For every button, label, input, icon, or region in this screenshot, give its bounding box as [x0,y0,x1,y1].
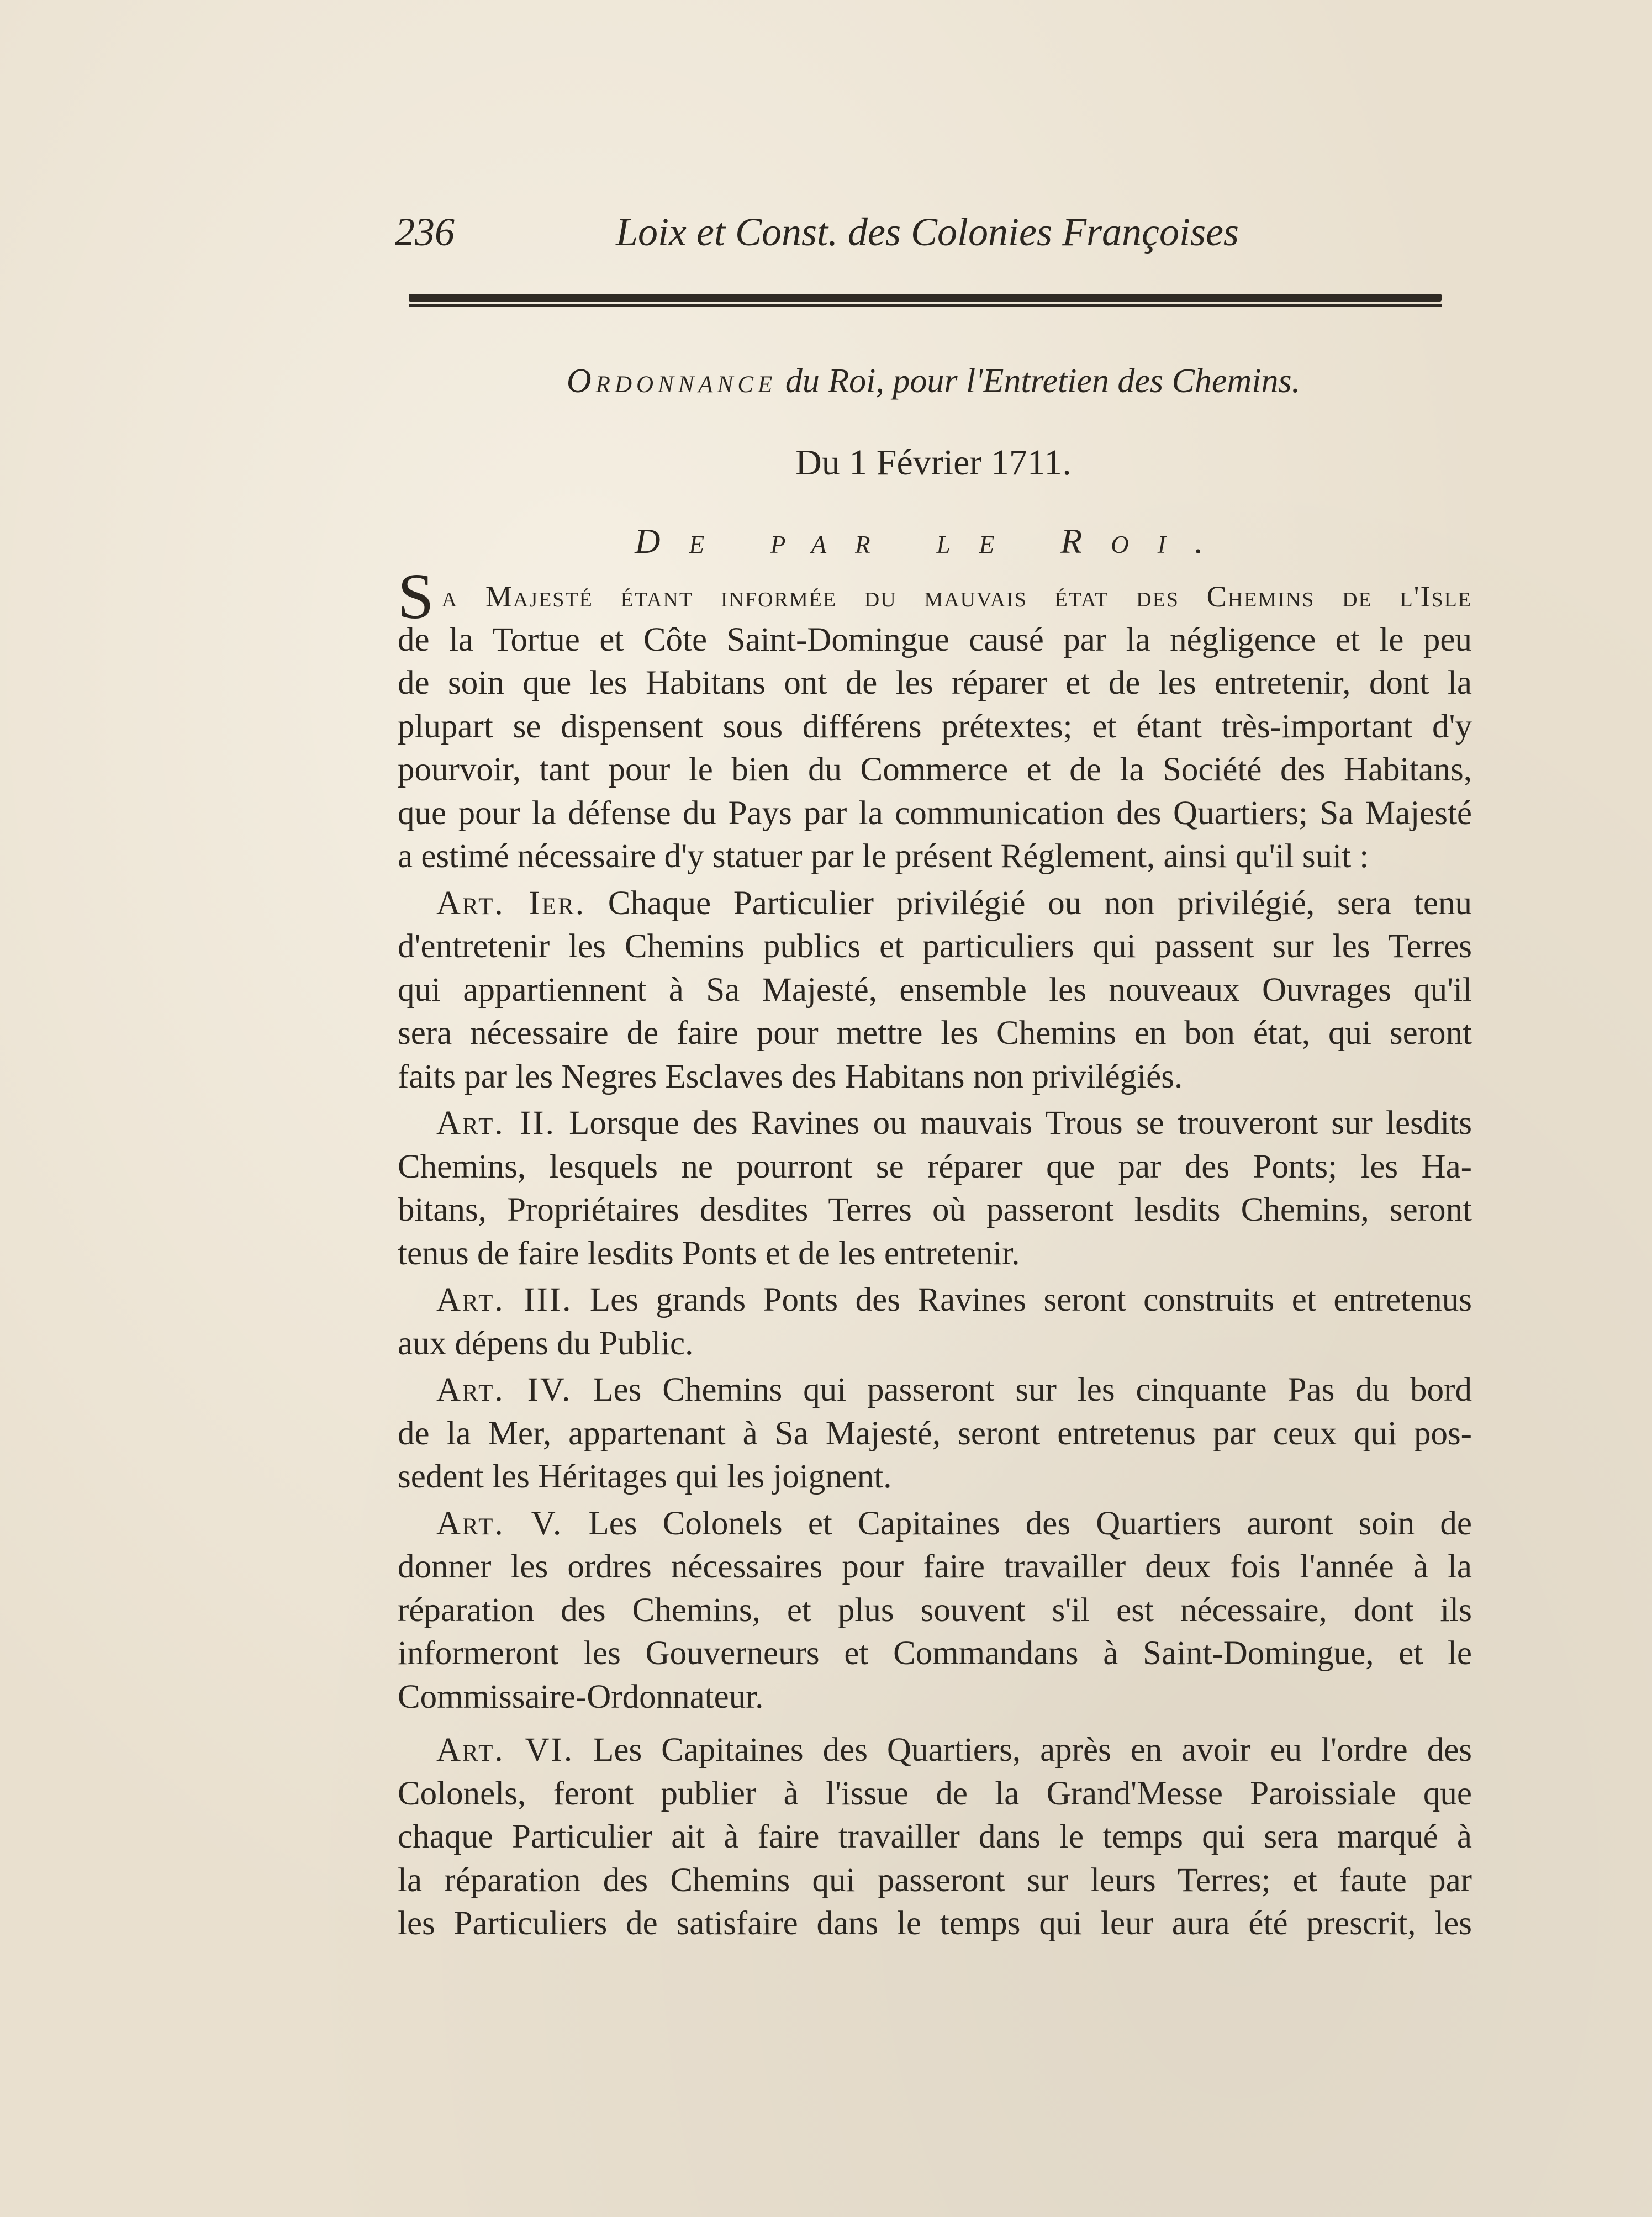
article-label: Art. III. [436,1281,573,1318]
title-lead: Ordonnance [566,362,777,400]
article-4 [398,1369,1472,1499]
article-line: informeront les Gouverneurs et Commandans à Saint-Domingue, et le [398,1635,1472,1672]
article-line [398,882,1472,926]
preamble-line: pourvoir, tant pour le bien du Commerce et de la Société des Habitans, [398,751,1472,788]
ordinance-date: Du 1 Février 1711. [795,442,1072,483]
ordinance-title [395,353,1472,409]
preamble-line: que pour la défense du Pays par la communication des Quartiers; Sa Majesté [398,794,1472,832]
article-label: Art. VI. [436,1732,574,1769]
preamble-line: plupart se dispensent sous différens prétextes; et étant très-important d'y [398,708,1472,745]
document-body [398,560,1472,1946]
running-title: Loix et Const. des Colonies Françoises [616,210,1239,254]
article-line: d'entretenir les Chemins publics et particuliers qui passent sur les Terres [398,928,1472,965]
rule-thick [409,294,1442,302]
article-line [398,1102,1472,1146]
preamble-line: de soin que les Habitans ont de les réparer et de les entretenir, dont la [398,664,1472,701]
preamble-line-0-text: a Majesté étant informée du mauvais état des Chemins de l'Isle [441,580,1472,613]
article-line: la réparation des Chemins qui passeront sur leurs Terres; et faute par [398,1861,1472,1899]
article-line [398,1369,1472,1412]
rule-thin [409,304,1442,307]
article-line [398,1502,1472,1546]
drop-cap: S [398,560,434,632]
article-line: Colonels, feront publier à l'issue de la Grand'Messe Paroissiale que [398,1775,1472,1812]
article-3 [398,1279,1472,1365]
article-text: Les Chemins qui passeront sur les cinquante Pas du bord [593,1371,1472,1408]
article-line: aux dépens du Public. [398,1324,694,1362]
article-line: tenus de faire lesdits Ponts et de les entretenir. [398,1234,1020,1272]
preamble-line: a estimé nécessaire d'y statuer par le présent Réglement, ainsi qu'il suit : [398,838,1369,875]
article-line: les Particuliers de satisfaire dans le temps qui leur aura été prescrit, les [398,1905,1472,1942]
preamble-line: de la Tortue et Côte Saint-Domingue causé par la négligence et le peu [398,621,1472,658]
de-par-le-roi: De par le Roi. [635,521,1232,561]
article-line: donner les ordres nécessaires pour faire travailler deux fois l'année à la [398,1548,1472,1585]
article-line: de la Mer, appartenant à Sa Majesté, seront entretenus par ceux qui pos- [398,1414,1472,1452]
article-line: chaque Particulier ait à faire travailler dans le temps qui sera marqué à [398,1818,1472,1855]
article-label: Art. IV. [436,1371,572,1408]
article-line: sera nécessaire de faire pour mettre les Chemins en bon état, qui seront [398,1015,1472,1052]
article-6 [398,1729,1472,1946]
article-line [398,1729,1472,1772]
preamble-line-0 [398,560,1472,632]
header-rule [409,294,1442,307]
article-label: Art. V. [436,1505,563,1542]
article-text: Les Capitaines des Quartiers, après en avoir eu l'ordre des [593,1732,1472,1769]
page-number: 236 [395,210,455,254]
article-line: Chemins, lesquels ne pourront se réparer que par des Ponts; les Ha- [398,1148,1472,1185]
article-2 [398,1102,1472,1275]
page-header [395,202,1239,262]
article-line: sedent les Héritages qui les joignent. [398,1458,892,1495]
article-text: Les grands Ponts des Ravines seront construits et entretenus [589,1281,1472,1318]
article-line: réparation des Chemins, et plus souvent s'il est nécessaire, dont ils [398,1591,1472,1629]
title-rest: du Roi, pour l'Entretien des Chemins. [785,362,1301,400]
article-label: Art. II. [436,1105,556,1142]
article-5 [398,1502,1472,1719]
article-line: faits par les Negres Esclaves des Habitans non privilégiés. [398,1058,1183,1095]
article-text: Les Colonels et Capitaines des Quartiers auront soin de [588,1505,1472,1542]
article-text: Chaque Particulier privilégié ou non privilégié, sera tenu [608,884,1472,922]
article-line: bitans, Propriétaires desdites Terres où passeront lesdits Chemins, seront [398,1191,1472,1228]
article-line: qui appartiennent à Sa Majesté, ensemble les nouveaux Ouvrages qu'il [398,971,1472,1009]
article-1 [398,882,1472,1099]
article-text: Lorsque des Ravines ou mauvais Trous se trouveront sur lesdits [569,1105,1472,1142]
preamble [398,560,1472,879]
article-line [398,1279,1472,1322]
article-line: Commissaire-Ordonnateur. [398,1678,764,1715]
article-label: Art. Ier. [436,884,585,922]
